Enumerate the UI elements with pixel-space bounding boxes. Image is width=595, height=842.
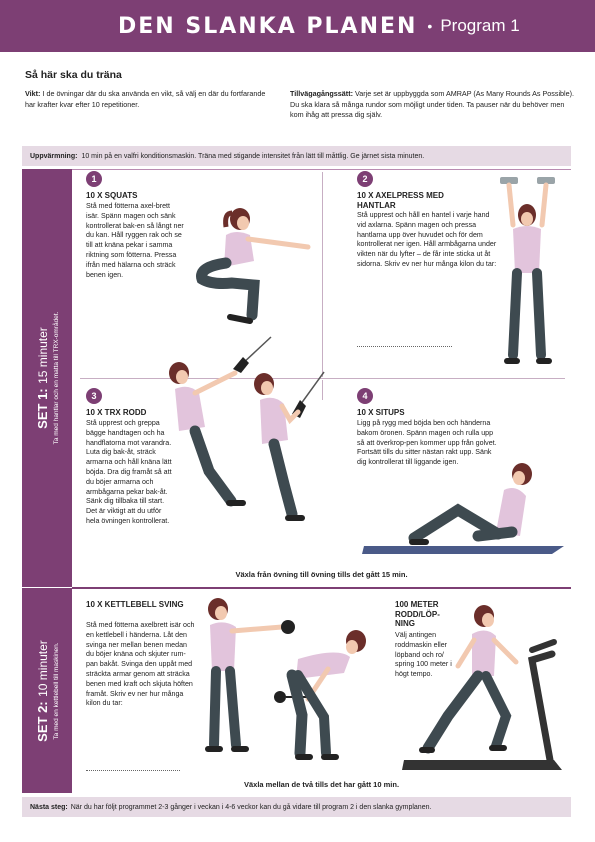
kettlebell-text: Stå med fötterna axelbrett isär och en kettlebell i händerna. Låt den svinga ner mellan benen medan du böjer knäna och skjuter rum-pan bakåt. Svinga den uppåt med sträckta armar genom att sträcka benen med kraft och skjuta höften framåt. Skriv ev ner hur många kilon du tar: bbox=[86, 621, 195, 708]
kettlebell-title: 10 X KETTLEBELL SVING bbox=[86, 600, 184, 609]
set1-switch-text: Växla från övning till övning tills det gått 15 min. bbox=[235, 570, 408, 579]
exercise-3-text: Stå upprest och greppa bägge handtagen och ha handflatorna mot varandra. Luta dig bak-åt, sträck armarna och håll knäna lätt böjda. Dra dig framåt så att du böjer armarna och armbågarna pekar bak-åt. Sänk dig tillbaka till start. Det är viktigt att du utför hela övningen kontrollerat. bbox=[86, 419, 172, 525]
shoulder-press-illustration bbox=[495, 175, 565, 375]
situps-illustration bbox=[362, 462, 567, 557]
exercise-4-title: 10 X SITUPS bbox=[357, 408, 405, 417]
intro-method-text: Varje set är uppbyggda som AMRAP (As Many Rounds As Possible). Du ska klara så många rundor som möjligt under tiden. Ta pauser när du behöver men kom ihåg att pressa dig själv. bbox=[290, 89, 575, 119]
set2-switch-text: Växla mellan de två tills det har gått 10 min. bbox=[243, 780, 400, 789]
rowing-running-title: 100 METER RODD/LÖP-NING bbox=[395, 600, 440, 628]
next-step-text: När du har följt programmet 2-3 gånger i veckan i 4-6 veckor kan du gå vidare till program 2 i den slanka gymplanen. bbox=[70, 803, 432, 811]
program-label: Program 1 bbox=[440, 16, 520, 35]
squat-illustration bbox=[196, 205, 316, 330]
set1-note: Ta med hantlar och en matta till TRX-området. bbox=[53, 311, 60, 445]
page-header bbox=[0, 0, 595, 52]
intro-weight-label: Vikt: bbox=[25, 89, 41, 98]
intro-method bbox=[290, 89, 575, 121]
exercise-number-1: 1 bbox=[86, 171, 102, 187]
exercise-number-4: 4 bbox=[357, 388, 373, 404]
exercise-1-title: 10 X SQUATS bbox=[86, 191, 138, 200]
title-separator: • bbox=[427, 18, 433, 34]
warmup-text: 10 min på en valfri konditionsmaskin. Träna med stigande intensitet från lätt till måttlig. Ge järnet sista minuten. bbox=[81, 152, 425, 160]
rowing-running-text: Välj antingen roddmaskin eller löpband och ro/ spring 100 meter i högt tempo. bbox=[395, 631, 452, 679]
exercise-1-text: Stå med fötterna axel-brett isär. Spänn magen och sänk kontrollerat bak-en så långt ner du kan. Håll ryggen rak och se till att knäna pekar i samma riktning som fötterna. Pressa ifrån med hälarna och sträck benen igen. bbox=[86, 202, 184, 279]
warmup-band bbox=[22, 146, 571, 166]
exercise-2-weight-line bbox=[357, 346, 452, 347]
next-step-band bbox=[22, 797, 571, 817]
intro-heading: Så här ska du träna bbox=[25, 69, 122, 81]
set2-duration: 10 minuter bbox=[36, 639, 50, 697]
set2-label: SET 2: bbox=[35, 700, 50, 742]
exercise-3-title: 10 X TRX RODD bbox=[86, 408, 147, 417]
set1-duration: 15 minuter bbox=[36, 327, 50, 384]
kettlebell-weight-line bbox=[86, 770, 180, 771]
next-step-label: Nästa steg: bbox=[30, 803, 68, 811]
page-title: DEN SLANKA PLANEN bbox=[118, 13, 418, 39]
exercise-2-text: Stå upprest och håll en hantel i varje hand vid axlarna. Spänn magen och pressa hantlarna upp över huvudet och för dem kontrollerat ner igen. Håll armbågarna under vikten när du lyfter – de får inte sticka ut åt sidorna. Skriv ev ner hur många kilon du tar: bbox=[357, 211, 497, 268]
exercise-2-title: 10 X AXELPRESS MED HANTLAR bbox=[357, 191, 444, 210]
set1-divider-vertical bbox=[322, 172, 323, 377]
intro-method-label: Tillvägagångssätt: bbox=[290, 89, 353, 98]
kettlebell-swing-illustration-down bbox=[268, 625, 378, 765]
intro-weight-text: I de övningar där du ska använda en vikt, så välj en där du fortfarande har krafter kvar efter 10 repetitioner. bbox=[25, 89, 266, 109]
set1-sidebar bbox=[22, 169, 72, 587]
exercise-number-3: 3 bbox=[86, 388, 102, 404]
set2-sidebar bbox=[22, 588, 72, 793]
trx-row-illustration-end bbox=[248, 370, 328, 530]
treadmill-run-illustration bbox=[400, 600, 570, 780]
intro-weight bbox=[25, 89, 270, 110]
exercise-number-2: 2 bbox=[357, 171, 373, 187]
set1-label: SET 1: bbox=[35, 388, 50, 429]
exercise-4-text: Ligg på rygg med böjda ben och händerna bakom öronen. Spänn magen och rulla upp så att överkrop-pen kommer upp från golvet. Fortsätt tills du sitter nästan rakt upp. Sänk dig kontrollerat till liggande igen. bbox=[357, 419, 497, 467]
set2-note: Ta med en kettlebell till maskinen. bbox=[53, 641, 60, 740]
warmup-label: Uppvärmning: bbox=[30, 152, 78, 160]
